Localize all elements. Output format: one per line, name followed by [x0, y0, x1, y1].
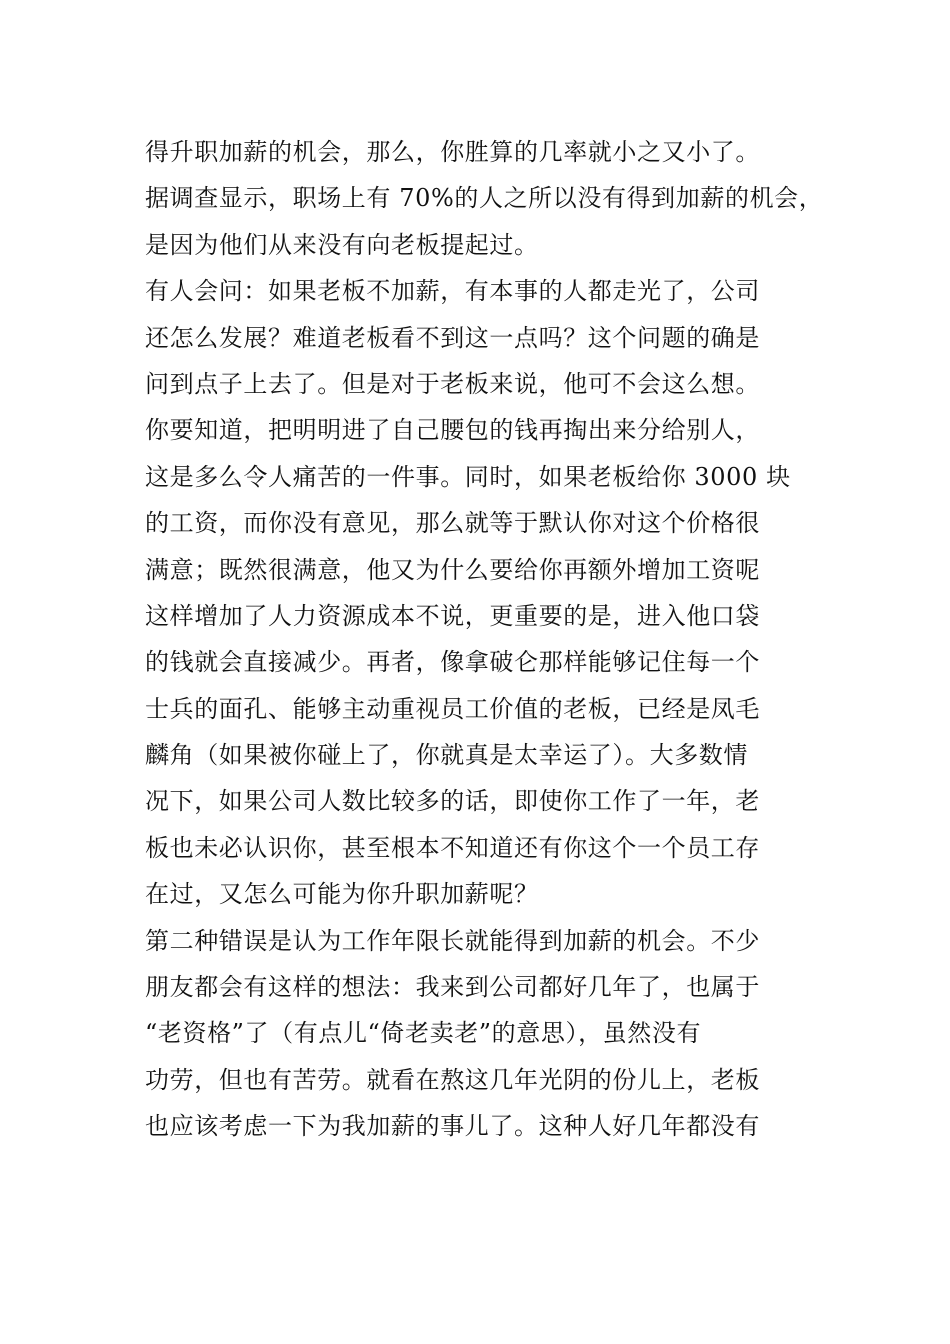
text-line: 况下，如果公司人数比较多的话，即使你工作了一年，老: [145, 787, 760, 816]
text-line: 得升职加薪的机会，那么，你胜算的几率就小之又小了。: [145, 138, 760, 166]
text-line: 还怎么发展？难道老板看不到这一点吗？这个问题的确是: [145, 323, 760, 352]
text-line: 在过，又怎么可能为你升职加薪呢？: [145, 880, 539, 909]
body-text: [145, 129, 824, 1150]
text-line: 的钱就会直接减少。再者，像拿破仑那样能够记住每一个: [145, 648, 760, 677]
text-line: 你要知道，把明明进了自己腰包的钱再掏出来分给别人，: [145, 416, 760, 445]
text-line: 有人会问：如果老板不加薪，有本事的人都走光了，公司: [145, 277, 760, 306]
text-line: 板也未必认识你，甚至根本不知道还有你这个一个员工存: [145, 833, 760, 862]
text-line: 问到点子上去了。但是对于老板来说，他可不会这么想。: [145, 369, 760, 398]
text-line: 第二种错误是认为工作年限长就能得到加薪的机会。不少: [145, 926, 760, 955]
text-line: 功劳，但也有苦劳。就看在熬这几年光阴的份儿上，老板: [145, 1065, 760, 1094]
text-line: 满意；既然很满意，他又为什么要给你再额外增加工资呢: [145, 555, 760, 584]
text-line: 这样增加了人力资源成本不说，更重要的是，进入他口袋: [145, 601, 760, 630]
text-line: 是因为他们从来没有向老板提起过。: [145, 230, 539, 259]
text-line: 朋友都会有这样的想法：我来到公司都好几年了，也属于: [145, 973, 760, 1002]
text-line: 士兵的面孔、能够主动重视员工价值的老板，已经是凤毛: [145, 694, 760, 723]
text-line: “老资格”了（有点儿“倚老卖老”的意思），虽然没有: [145, 1019, 702, 1048]
text-line: 的工资，而你没有意见，那么就等于默认你对这个价格很: [145, 509, 760, 538]
text-line: 也应该考虑一下为我加薪的事儿了。这种人好几年都没有: [145, 1112, 760, 1141]
text-line: 这是多么令人痛苦的一件事。同时，如果老板给你 3000 块: [145, 462, 791, 491]
text-line: 据调查显示，职场上有 70%的人之所以没有得到加薪的机会，: [145, 184, 824, 213]
text-line: 麟角（如果被你碰上了，你就真是太幸运了）。大多数情: [145, 741, 748, 770]
